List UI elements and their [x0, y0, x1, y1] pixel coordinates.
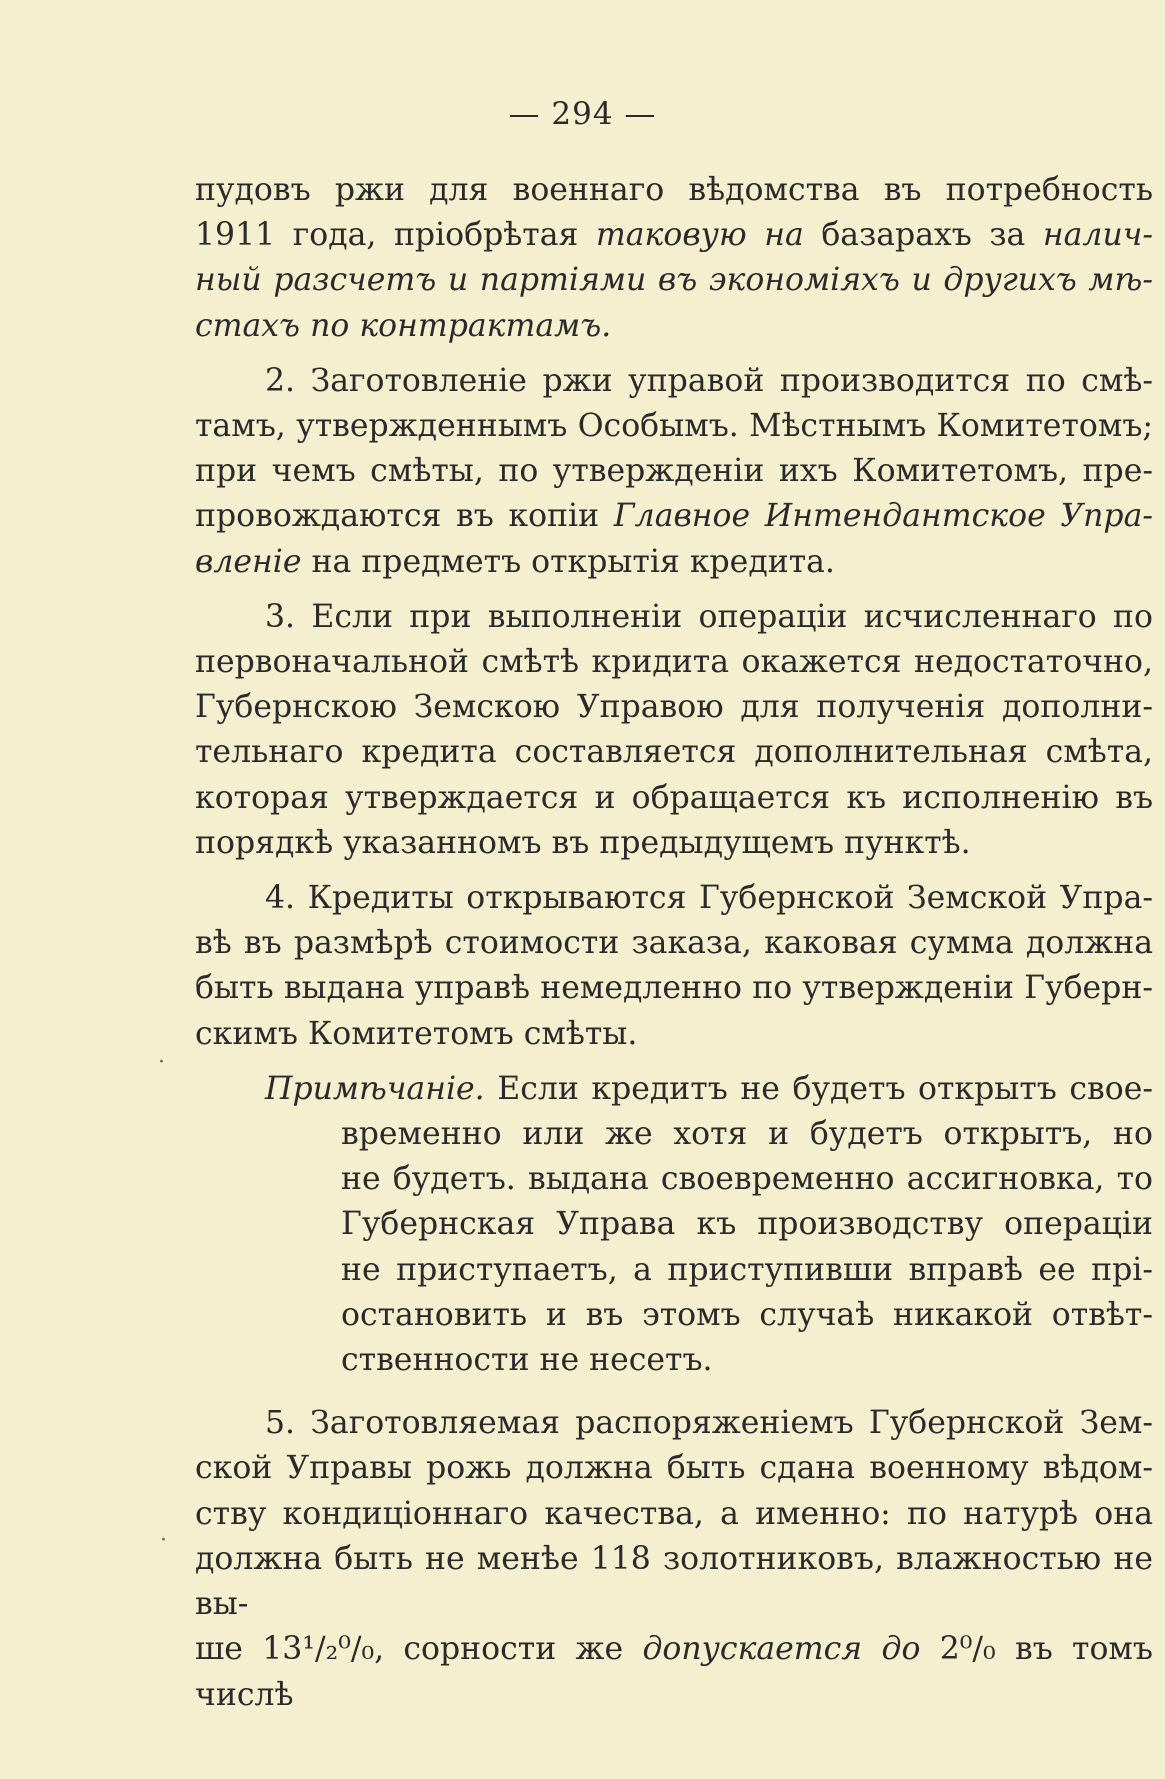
- italic-text: налич-: [1042, 217, 1153, 254]
- paragraph-5: [195, 1401, 1153, 1717]
- text-line: не приступаетъ, а приступивши вправѣ ее прі-: [341, 1251, 1153, 1288]
- italic-text: таковую на: [595, 217, 804, 254]
- page-number: — 294 —: [508, 96, 657, 132]
- fraction: ¹/₂: [302, 1631, 339, 1668]
- text-line: первоначальной смѣтѣ кридита окажется недостаточно,: [195, 644, 1153, 681]
- text-line: остановить и въ этомъ случаѣ никакой отвѣт-: [341, 1296, 1153, 1333]
- note-label: Примѣчаніе.: [265, 1070, 485, 1107]
- text-line: провождаются въ копіи Главное Интендантское Упра-: [195, 498, 1153, 535]
- text-line: вѣ въ размѣрѣ стоимости заказа, каковая сумма должна: [195, 925, 1153, 962]
- text-line: порядкѣ указанномъ въ предыдущемъ пунктѣ.: [195, 824, 971, 861]
- text-line: ше 13¹/₂⁰/₀, сорности же допускается до 2⁰/₀ въ томъ числѣ: [195, 1631, 1153, 1713]
- paragraph-2: [195, 359, 1153, 585]
- margin-dot-mark: ·: [160, 1528, 167, 1553]
- margin-dot-mark: ·: [158, 1050, 165, 1075]
- text-line: 5. Заготовляемая распоряженіемъ Губернской Зем-: [265, 1405, 1153, 1442]
- paragraph-3: [195, 595, 1153, 866]
- paragraph-4: [195, 876, 1153, 1057]
- text-line: временно или же хотя и будетъ открытъ, но: [341, 1116, 1153, 1153]
- text-line: которая утверждается и обращается къ исполненію въ: [195, 779, 1153, 816]
- text-line: тельнаго кредита составляется дополнительная смѣта,: [195, 734, 1153, 771]
- text-line: ственности не несетъ.: [341, 1342, 713, 1379]
- italic-text: Главное Интендантское Упра-: [613, 498, 1153, 535]
- text-line: 3. Если при выполненіи операціи исчисленнаго по: [265, 598, 1153, 635]
- text-line: 2. Заготовленіе ржи управой производится по смѣ-: [265, 362, 1153, 399]
- text-line: Примѣчаніе. Если кредитъ не будетъ открытъ свое-: [265, 1070, 1153, 1107]
- italic-text: допускается до: [642, 1631, 921, 1668]
- italic-text-line: стахъ по контрактамъ.: [195, 307, 612, 344]
- text-line: ской Управы рожь должна быть сдана военному вѣдом-: [195, 1450, 1153, 1487]
- text-line: 1911 года, пріобрѣтая таковую на базарахъ за налич-: [195, 217, 1153, 254]
- text-line: Губернская Управа къ производству операціи: [341, 1206, 1153, 1243]
- text-line: должна быть не менѣе 118 золотниковъ, влажностью не вы-: [195, 1540, 1153, 1623]
- text-line: Губернскою Земскою Управою для полученія дополни-: [195, 689, 1153, 726]
- footnote-remark: [195, 1067, 1153, 1383]
- text-line: ству кондиціоннаго качества, а именно: по натурѣ она: [195, 1495, 1153, 1532]
- text-line: вленіе на предметъ открытія кредита.: [195, 543, 835, 580]
- italic-text-line: ный разсчетъ и партіями въ экономіяхъ и другихъ мѣ-: [195, 262, 1153, 299]
- text-line: скимъ Комитетомъ смѣты.: [195, 1015, 638, 1052]
- italic-text: вленіе: [195, 543, 302, 580]
- note-body: [195, 1112, 1153, 1383]
- text-line: пудовъ ржи для военнаго вѣдомства въ потребность: [195, 172, 1153, 208]
- text-line: быть выдана управѣ немедленно по утвержденіи Губерн-: [195, 970, 1153, 1007]
- text-line: не будетъ. выдана своевременно ассигновка, то: [341, 1161, 1153, 1198]
- body-text: [195, 168, 1153, 1728]
- paragraph-continuation: [195, 168, 1153, 349]
- text-line: при чемъ смѣты, по утвержденіи ихъ Комитетомъ, пре-: [195, 453, 1153, 490]
- text-line: 4. Кредиты открываются Губернской Земской Упра-: [265, 880, 1153, 917]
- text-line: тамъ, утвержденнымъ Особымъ. Мѣстнымъ Комитетомъ;: [195, 408, 1153, 445]
